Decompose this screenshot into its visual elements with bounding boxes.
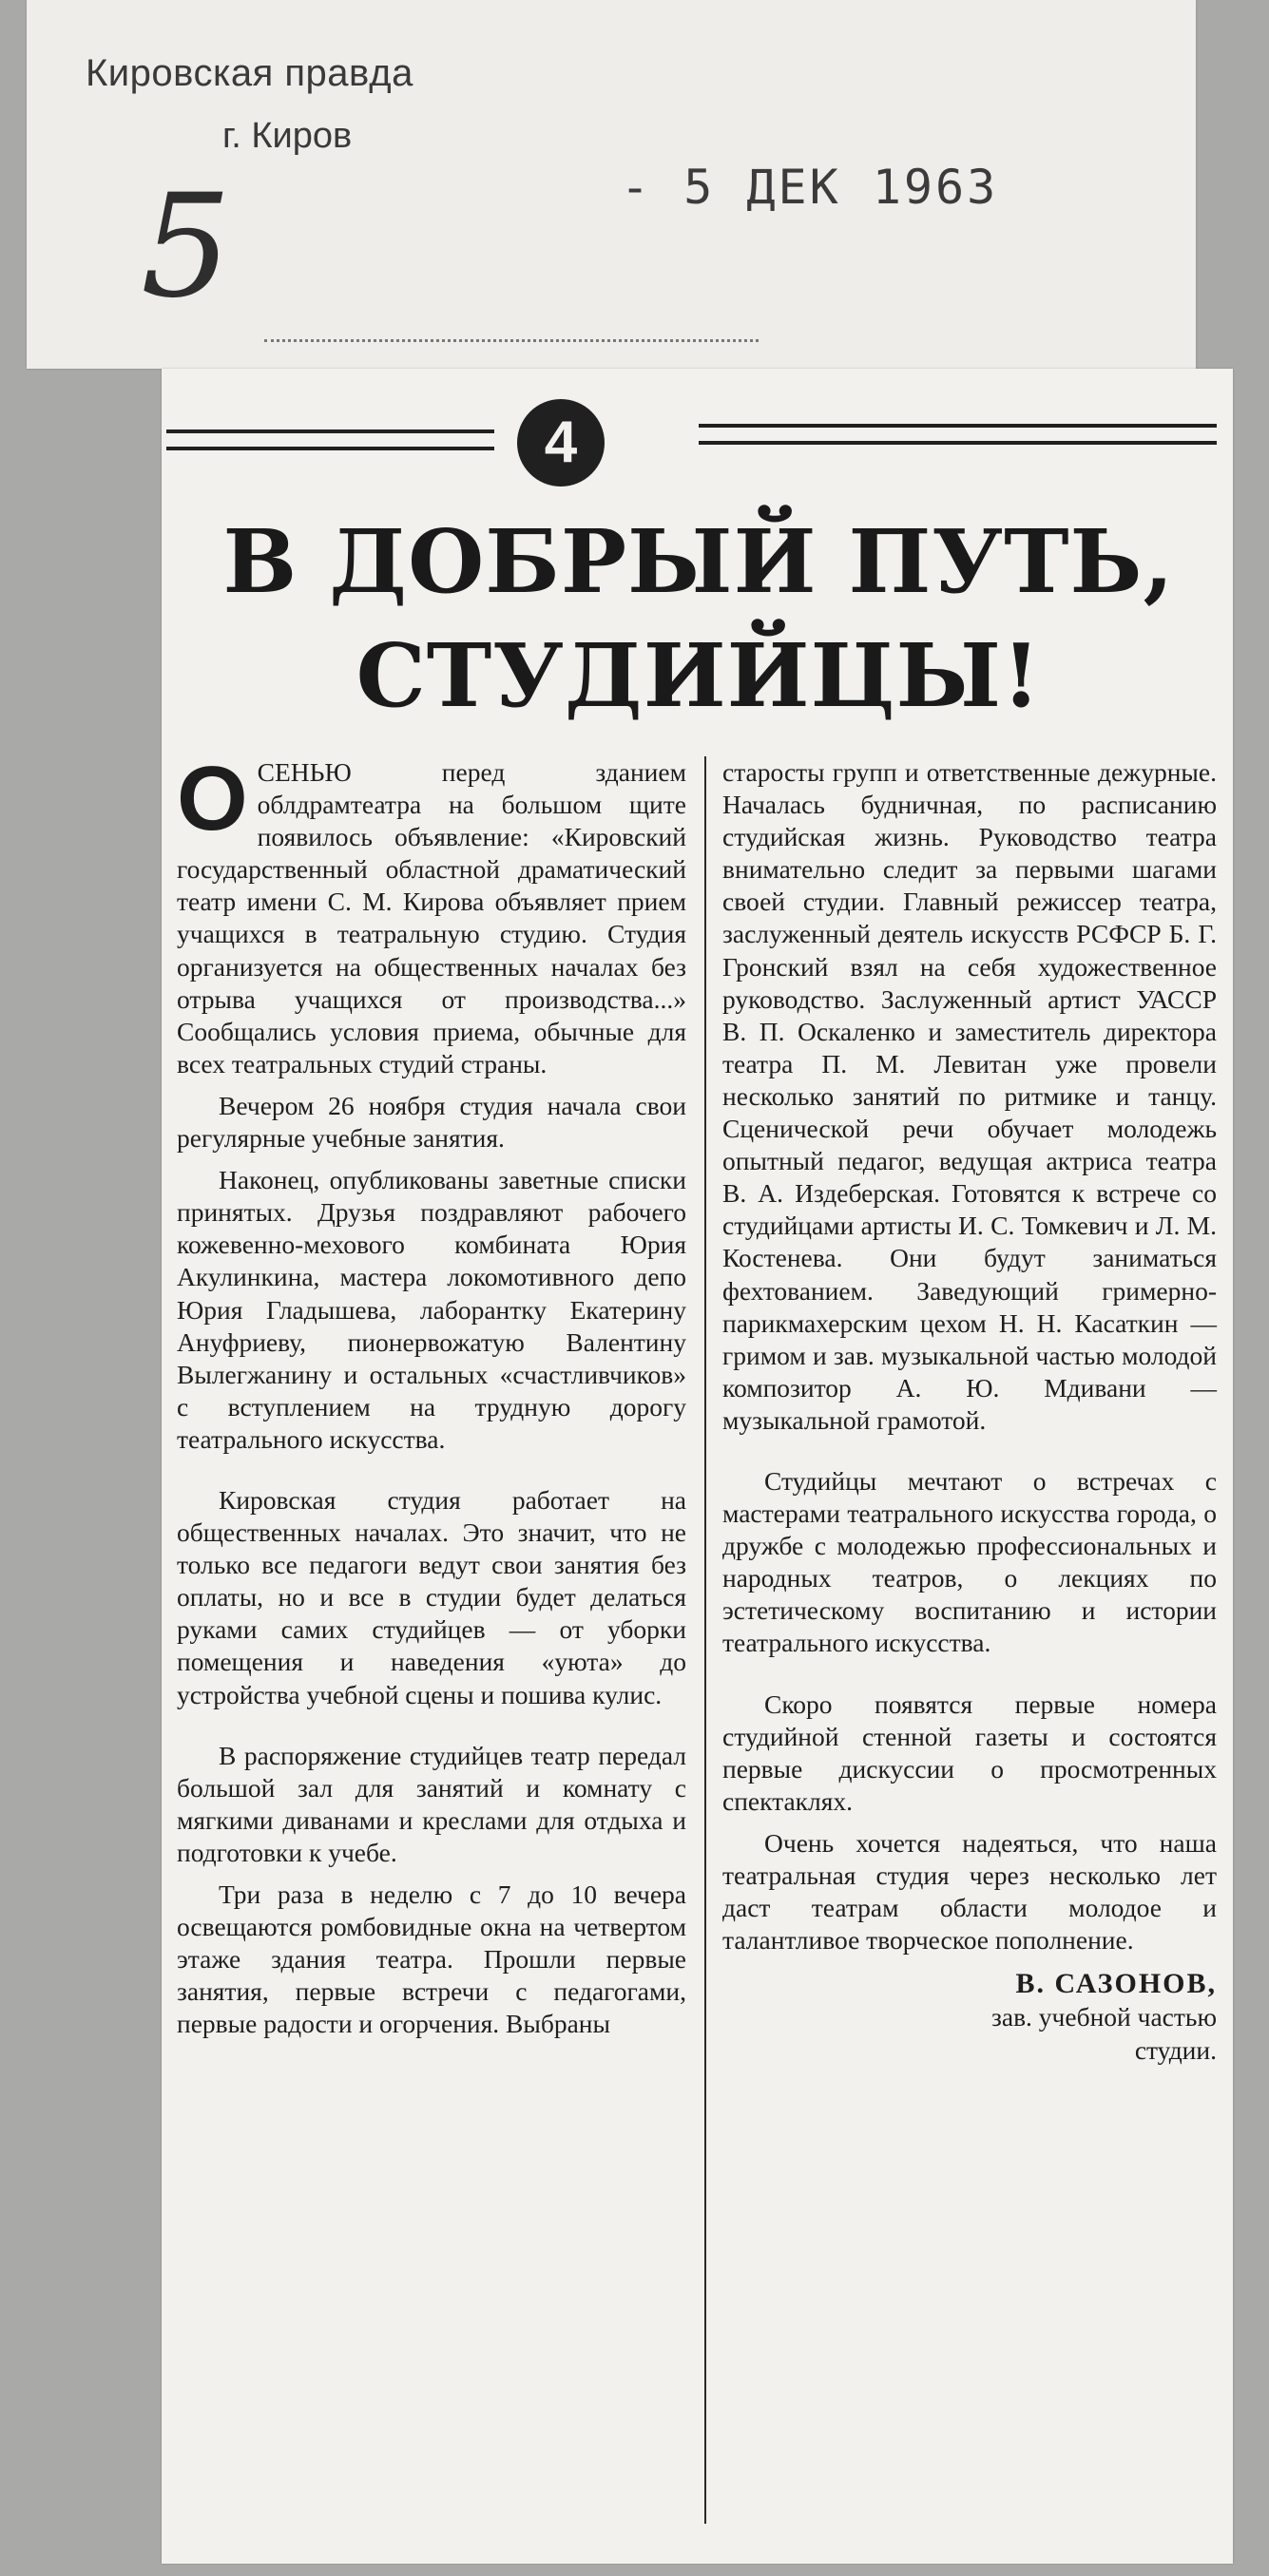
drop-cap: О [177, 748, 248, 849]
paragraph-1 [177, 748, 686, 1080]
header-rule-left [166, 429, 494, 450]
paragraph-1-text: СЕНЬЮ перед зданием облдрамтеатра на большом щите появилось объявление: «Кировский государственный областной драматический театр имени С. М. Кирова объявляет прием учащихся в театральную студию. Студия организуется на общественных началах без отрыва учащихся от производства...» Сообщались условия приема, обычные для всех театральных студий страны. [177, 757, 686, 1078]
paragraph-9: Скоро появятся первые номера студийной стенной газеты и состоятся первые дискуссии о просмотренных спектаклях. [722, 1689, 1217, 1816]
headline-line-1: В ДОБРЫЙ ПУТЬ, [222, 510, 1175, 613]
paragraph-7: старосты групп и ответственные дежурные. Началась будничная, по расписанию студийская жизнь. Руководство театра внимательно следит за первыми шагами своей студии. Главный режиссер театра, заслуженный деятель искусств РСФСР Б. Г. Гронский взял на себя художественное руководство. Заслуженный артист УАССР В. П. Оскаленко и заместитель директора театра П. М. Левитан уже провели несколько занятий по ритмике и танцу. Сценической речи обучает молодежь опытный педагог, ведущая актриса театра В. А. Издеберская. Готовятся к встрече со студийцами артисты И. С. Томкевич и Л. М. Костенева. Они будут заниматься фехтованием. Заведующий гримерно-парикмахерским цехом Н. Н. Касаткин — гримом и зав. музыкальной частью молодой композитор А. Ю. Мдивани — музыкальной грамотой. [722, 757, 1217, 1435]
paragraph-4: Кировская студия работает на общественных началах. Это значит, что не только все педагоги ведут свои занятия без оплаты, но и все в студии будет делаться руками самих студийцев — от уборки помещения и наведения «уюта» до устройства учебной сцены и пошива кулис. [177, 1484, 686, 1709]
date-stamp: - 5 ДЕК 1963 [621, 160, 999, 215]
author-role-1: зав. учебной частью [991, 2002, 1217, 2032]
paragraph-5: В распоряжение студийцев театр передал большой зал для занятий и комнату с мягкими диванами и креслами для отдыха и подготовки к учебе. [177, 1740, 686, 1867]
clipping-header [27, 0, 1196, 369]
paragraph-2: Вечером 26 ноября студия начала свои регулярные учебные занятия. [177, 1090, 686, 1154]
newspaper-city: г. Киров [222, 116, 353, 156]
dotted-line [264, 339, 759, 342]
right-column [722, 756, 1217, 2067]
headline-line-2: СТУДИЙЦЫ! [356, 624, 1042, 727]
header-rule-right [699, 424, 1217, 445]
paragraph-10: Очень хочется надеяться, что наша театральная студия через несколько лет даст театрам области молодое и талантливое творческое пополнение. [722, 1827, 1217, 1956]
paragraph-8: Студийцы мечтают о встречах с мастерами театрального искусства города, о дружбе с молодежью профессиональных и народных театров, о лекциях по эстетическому воспитанию и истории театрального искусства. [722, 1465, 1217, 1658]
newspaper-name: Кировская правда [86, 52, 413, 94]
author-role-2: студии. [1134, 2034, 1217, 2065]
signature [722, 1966, 1217, 2066]
handwritten-number: 5 [141, 164, 232, 330]
left-column [177, 748, 686, 2050]
section-number-badge: 4 [517, 399, 605, 487]
author-name: В. САЗОНОВ, [1015, 1968, 1217, 2000]
paragraph-3: Наконец, опубликованы заветные списки принятых. Друзья поздравляют рабочего кожевенно-мехового комбината Юрия Акулинкина, мастера локомотивного депо Юрия Гладышева, лаборантку Екатерину Ануфриеву, пионервожатую Валентину Вылегжанину и остальных «счастливчиков» с вступлением на трудную дорогу театрального искусства. [177, 1165, 686, 1454]
paragraph-6: Три раза в неделю с 7 до 10 вечера освещаются ромбовидные окна на четвертом этаже здания театра. Прошли первые занятия, первые встречи с педагогами, первые радости и огорчения. Выбраны [177, 1880, 686, 2039]
column-divider [704, 756, 706, 2524]
